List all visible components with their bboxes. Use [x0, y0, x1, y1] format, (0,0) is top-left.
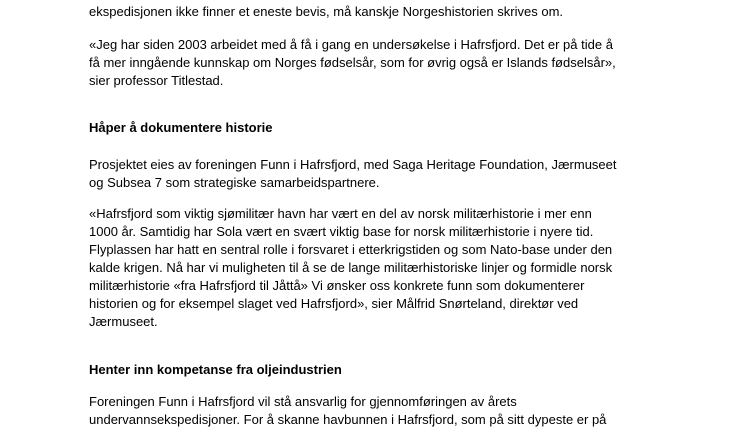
text-line: sier professor Titlestad.: [89, 73, 224, 88]
text-line: Flyplassen har hatt en sentral rolle i forsvaret i etterkrigstiden og som Nato-base under den: [89, 242, 613, 257]
paragraph-quote-titlestad: [89, 36, 659, 90]
text-line: kalde krigen. Nå har vi muligheten til å se de lange militærhistoriske linjer og formidle norsk: [89, 260, 613, 275]
text-line: undervannsekspedisjoner. For å skanne havbunnen i Hafrsfjord, som på sitt dypeste er på: [89, 412, 607, 427]
text-line: Prosjektet eies av foreningen Funn i Hafrsfjord, med Saga Heritage Foundation, Jærmuseet: [89, 157, 617, 172]
section-heading-dokumentere: Håper å dokumentere historie: [89, 120, 273, 135]
text-line: 1000 år. Samtidig har Sola vært en svært viktig base for norsk militærhistorie i nyere tid.: [89, 224, 594, 239]
text-line: og Subsea 7 som strategiske samarbeidspartnere.: [89, 175, 380, 190]
text-line: få mer inngående kunnskap om Norges fødselsår, som for øvrig også er Islands fødselsår»,: [89, 55, 616, 70]
text-line: ekspedisjonen ikke finner et eneste bevis, må kanskje Norgeshistorien skrives om.: [89, 4, 564, 19]
paragraph-top: [89, 3, 659, 21]
text-line: historien og for eksempel slaget ved Hafrsfjord», sier Målfrid Snørteland, direktør ved: [89, 296, 579, 311]
text-line: «Hafrsfjord som viktig sjømilitær havn har vært en del av norsk militærhistorie i mer enn: [89, 206, 592, 221]
text-line: Foreningen Funn i Hafrsfjord vil stå ansvarlig for gjennomføringen av årets: [89, 394, 517, 409]
text-line: Jærmuseet.: [89, 314, 158, 329]
paragraph-quote-snorteland: [89, 205, 659, 331]
paragraph-bottom: [89, 393, 659, 429]
section-heading-kompetanse: Henter inn kompetanse fra oljeindustrien: [89, 362, 342, 377]
paragraph-project: [89, 156, 659, 192]
text-line: militærhistorie «fra Hafrsfjord til Jåttå» Vi ønsker oss konkrete funn som dokumenterer: [89, 278, 585, 293]
text-line: «Jeg har siden 2003 arbeidet med å få i gang en undersøkelse i Hafrsfjord. Det er på tide å: [89, 37, 613, 52]
